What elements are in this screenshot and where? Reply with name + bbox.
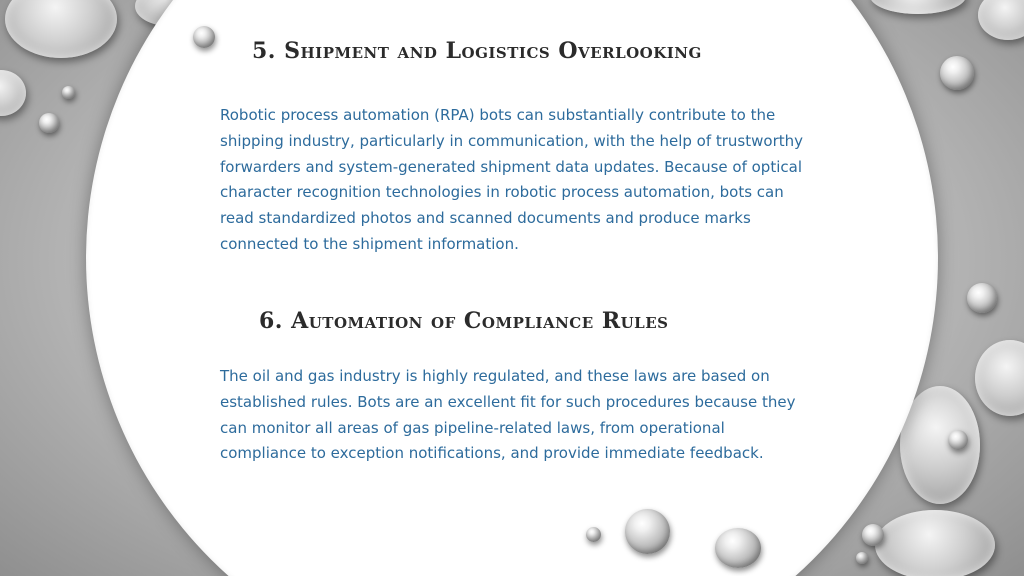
water-droplet-icon	[0, 70, 26, 116]
water-droplet-icon	[948, 430, 968, 450]
section-heading-compliance: 6. Automation of Compliance Rules	[259, 308, 669, 334]
water-droplet-icon	[39, 113, 59, 133]
water-droplet-icon	[193, 26, 215, 48]
water-droplet-icon	[856, 552, 868, 564]
water-droplet-icon	[875, 510, 995, 576]
section-body-shipment: Robotic process automation (RPA) bots can substantially contribute to the shipping industry, particularly in communication, with the help of trustworthy forwarders and system-generated shipment data updates. Because of optical character recognition technologies in robotic process automation, bots can read standardized photos and scanned documents and produce marks connected to the shipment information.	[220, 106, 804, 253]
section-heading-shipment: 5. Shipment and Logistics Overlooking	[252, 38, 702, 64]
water-droplet-icon	[870, 0, 966, 14]
water-droplet-icon	[967, 283, 997, 313]
water-droplet-icon	[62, 86, 75, 99]
water-droplet-icon	[5, 0, 117, 58]
water-droplet-icon	[978, 0, 1024, 40]
water-droplet-icon	[625, 509, 670, 554]
water-droplet-icon	[940, 56, 974, 90]
water-droplet-icon	[862, 524, 884, 546]
water-droplet-icon	[715, 528, 761, 568]
water-droplet-icon	[586, 527, 601, 542]
water-droplet-icon	[975, 340, 1024, 416]
section-body-compliance: The oil and gas industry is highly regulated, and these laws are based on established rules. Bots are an excellent fit for such procedures because they can monitor all areas of gas pipeline-related laws, from operational compliance to exception notifications, and provide immediate feedback.	[220, 367, 796, 463]
content-panel	[86, 0, 938, 576]
